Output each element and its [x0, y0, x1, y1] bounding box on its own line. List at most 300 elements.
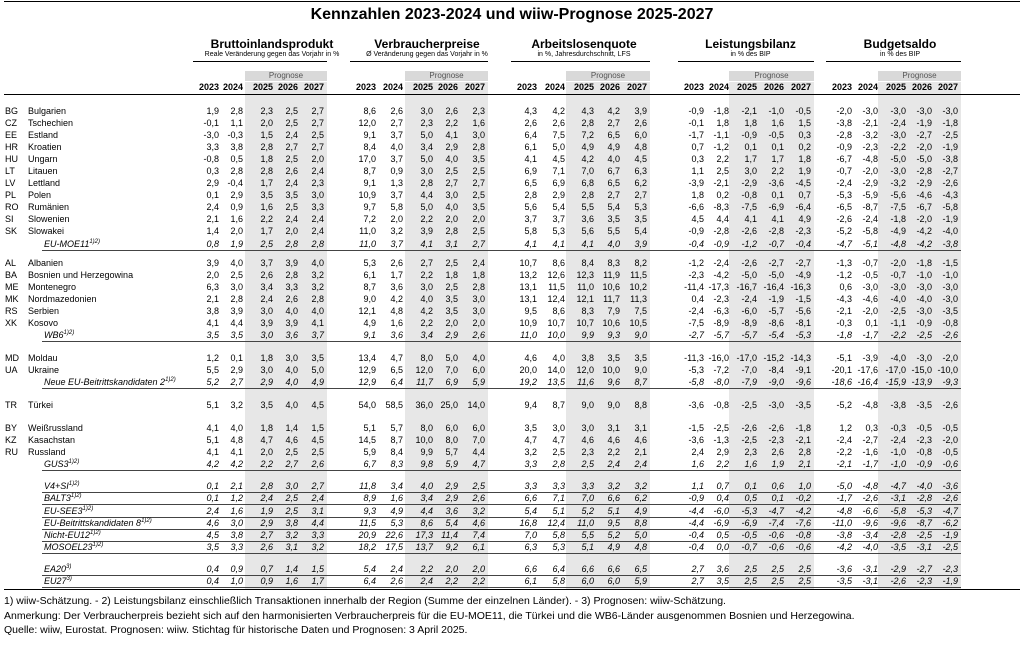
value-cell: 2,7 — [311, 142, 324, 152]
value-cell: 2,2 — [445, 576, 458, 586]
value-cell: 4,5 — [634, 154, 647, 164]
year-header: 2026 — [911, 82, 932, 92]
prognose-label: Prognose — [245, 71, 327, 81]
value-cell: 2,4 — [420, 576, 433, 586]
value-cell: 4,0 — [285, 377, 298, 387]
value-cell: 4,0 — [552, 353, 565, 363]
value-cell: 3,5 — [260, 400, 273, 410]
value-cell: -2,9 — [916, 178, 932, 188]
value-cell: 3,5 — [607, 353, 620, 363]
row-name: Moldau — [28, 353, 58, 363]
row-name: EU-Beitrittskandidaten $8^{1)2)}$ — [44, 518, 152, 528]
value-cell: 4,1 — [524, 154, 537, 164]
value-cell: 2,9 — [716, 447, 729, 457]
footnote-ref: 1)2) — [92, 542, 104, 548]
row-name: Nicht-$EU12^{1)2)}$ — [44, 530, 101, 540]
value-cell: -1,9 — [942, 142, 958, 152]
value-cell: 0,3 — [206, 166, 219, 176]
value-cell: 0,5 — [230, 154, 243, 164]
value-cell: 2,8 — [260, 166, 273, 176]
value-cell: 3,6 — [716, 564, 729, 574]
value-cell: 6,2 — [634, 493, 647, 503]
value-cell: 9,1 — [363, 178, 376, 188]
value-cell: 36,0 — [415, 400, 433, 410]
value-cell: 1,3 — [390, 178, 403, 188]
value-cell: 9,4 — [524, 400, 537, 410]
value-cell: -8,0 — [713, 377, 729, 387]
value-cell: 2,6 — [634, 118, 647, 128]
value-cell: -3,5 — [795, 400, 811, 410]
value-cell: -2,7 — [768, 258, 784, 268]
country-code: TR — [5, 400, 17, 410]
value-cell: 2,8 — [581, 118, 594, 128]
value-cell: 6,4 — [524, 130, 537, 140]
value-cell: -3,1 — [862, 564, 878, 574]
value-cell: 1,1 — [691, 481, 704, 491]
value-cell: 2,8 — [260, 142, 273, 152]
value-cell: -2,0 — [942, 435, 958, 445]
value-cell: 1,8 — [716, 118, 729, 128]
country-row — [0, 305, 1024, 317]
value-cell: 3,5 — [285, 190, 298, 200]
value-cell: -5,0 — [768, 270, 784, 280]
value-cell: 2,7 — [472, 239, 485, 249]
value-cell: -3,0 — [890, 106, 906, 116]
value-cell: 4,0 — [230, 423, 243, 433]
value-cell: 2,0 — [472, 318, 485, 328]
value-cell: 4,0 — [285, 306, 298, 316]
value-cell: 10,0 — [602, 365, 620, 375]
country-code: RS — [5, 306, 18, 316]
value-cell: -4,2 — [713, 270, 729, 280]
value-cell: 3,7 — [390, 130, 403, 140]
value-cell: 3,5 — [445, 306, 458, 316]
row-name: Bosnien und Herzegowina — [28, 270, 134, 280]
value-cell: -0,8 — [942, 318, 958, 328]
value-cell: -1,9 — [916, 118, 932, 128]
value-cell: 7,2 — [581, 130, 594, 140]
value-cell: 2,5 — [716, 166, 729, 176]
value-cell: -3,8 — [942, 239, 958, 249]
value-cell: 2,2 — [260, 459, 273, 469]
country-code: RO — [5, 202, 19, 212]
value-cell: 4,9 — [390, 506, 403, 516]
value-cell: -3,9 — [862, 353, 878, 363]
country-row — [0, 129, 1024, 141]
value-cell: 3,5 — [445, 294, 458, 304]
value-cell: 11,7 — [416, 377, 433, 387]
value-cell: 6,3 — [206, 282, 219, 292]
year-header: 2025 — [412, 82, 433, 92]
prognose-label: Prognose — [405, 71, 488, 81]
row-name: $EU-SEE3^{1)2)}$ — [44, 506, 94, 516]
row-name: $MOSOEL23^{1)2)}$ — [44, 542, 104, 552]
value-cell: 3,4 — [390, 481, 403, 491]
footnotes — [4, 594, 855, 638]
value-cell: 3,0 — [472, 130, 485, 140]
value-cell: 13,2 — [519, 270, 537, 280]
value-cell: 3,7 — [311, 330, 324, 340]
value-cell: 4,9 — [798, 214, 811, 224]
value-cell: -2,1 — [713, 178, 729, 188]
value-cell: 6,0 — [472, 423, 485, 433]
value-cell: 3,4 — [420, 330, 433, 340]
country-row — [0, 165, 1024, 177]
value-cell: 3,2 — [311, 270, 324, 280]
value-cell: 3,8 — [230, 142, 243, 152]
value-cell: -9,3 — [942, 377, 958, 387]
row-name: Neue EU-Beitrittskandidaten $2^{1)2)}$ — [44, 377, 176, 387]
value-cell: 12,9 — [358, 365, 376, 375]
value-cell: 1,7 — [390, 270, 403, 280]
group-subtitle: in %, Jahresdurchschnitt, LFS — [537, 51, 631, 58]
value-cell: 4,4 — [230, 318, 243, 328]
value-cell: 0,1 — [771, 190, 784, 200]
value-cell: 2,6 — [390, 106, 403, 116]
value-cell: 4,6 — [472, 518, 485, 528]
value-cell: -3,1 — [862, 576, 878, 586]
value-cell: 4,0 — [390, 142, 403, 152]
value-cell: -5,8 — [862, 226, 878, 236]
value-cell: 1,2 — [230, 493, 243, 503]
value-cell: 9,8 — [420, 459, 433, 469]
value-cell: -15,9 — [885, 377, 906, 387]
value-cell: 4,5 — [311, 400, 324, 410]
value-cell: -2,4 — [688, 306, 704, 316]
value-cell: 2,5 — [285, 118, 298, 128]
value-cell: -3,9 — [688, 178, 704, 188]
value-cell: -4,7 — [942, 506, 958, 516]
value-cell: 9,3 — [363, 506, 376, 516]
value-cell: -15,2 — [763, 353, 784, 363]
value-cell: 3,0 — [744, 166, 757, 176]
value-cell: -2,7 — [942, 166, 958, 176]
value-cell: 6,9 — [524, 166, 537, 176]
value-cell: 4,1 — [552, 239, 565, 249]
value-cell: -2,2 — [890, 142, 906, 152]
value-cell: 8,4 — [363, 142, 376, 152]
value-cell: -1,1 — [713, 130, 729, 140]
value-cell: -2,9 — [890, 564, 906, 574]
value-cell: 2,7 — [230, 377, 243, 387]
value-cell: -4,0 — [916, 481, 932, 491]
value-cell: 9,0 — [363, 294, 376, 304]
value-cell: -5,1 — [836, 353, 852, 363]
value-cell: 3,4 — [420, 142, 433, 152]
value-cell: -2,1 — [836, 459, 852, 469]
value-cell: 10,9 — [358, 190, 376, 200]
value-cell: 0,1 — [865, 318, 878, 328]
value-cell: -3,0 — [916, 306, 932, 316]
value-cell: 12,1 — [358, 306, 376, 316]
value-cell: -5,3 — [741, 506, 757, 516]
value-cell: -2,6 — [942, 400, 958, 410]
value-cell: 1,8 — [691, 190, 704, 200]
aggregate-row — [0, 505, 1024, 517]
value-cell: -2,6 — [741, 258, 757, 268]
value-cell: 5,3 — [552, 542, 565, 552]
country-row — [0, 293, 1024, 305]
value-cell: 3,6 — [445, 506, 458, 516]
value-cell: -2,6 — [741, 226, 757, 236]
value-cell: -1,9 — [942, 530, 958, 540]
value-cell: -0,5 — [862, 270, 878, 280]
value-cell: -4,0 — [862, 542, 878, 552]
value-cell: -7,4 — [768, 518, 784, 528]
value-cell: 8,7 — [634, 377, 647, 387]
value-cell: -4,8 — [862, 154, 878, 164]
group-title: Leistungsbilanz — [705, 37, 796, 51]
value-cell: -0,4 — [688, 530, 704, 540]
value-cell: 2,4 — [206, 506, 219, 516]
aggregate-row — [0, 458, 1024, 470]
value-cell: 2,5 — [472, 166, 485, 176]
value-cell: -5,7 — [768, 306, 784, 316]
value-cell: 12,3 — [576, 270, 594, 280]
value-cell: 1,6 — [260, 202, 273, 212]
value-cell: 6,3 — [634, 166, 647, 176]
value-cell: -8,6 — [768, 318, 784, 328]
value-cell: -0,4 — [688, 239, 704, 249]
value-cell: 2,9 — [445, 493, 458, 503]
value-cell: 3,0 — [230, 282, 243, 292]
value-cell: 3,0 — [420, 282, 433, 292]
value-cell: -3,8 — [836, 530, 852, 540]
value-cell: 16,8 — [519, 518, 537, 528]
page-title: Kennzahlen 2023-2024 und wiiw-Prognose 2025-2027 — [310, 6, 714, 23]
value-cell: -6,0 — [713, 506, 729, 516]
group-title: Arbeitslosenquote — [531, 37, 637, 51]
value-cell: 8,4 — [390, 447, 403, 457]
value-cell: -1,5 — [942, 258, 958, 268]
value-cell: -2,6 — [836, 214, 852, 224]
value-cell: 2,8 — [524, 190, 537, 200]
value-cell: 1,6 — [285, 576, 298, 586]
value-cell: -6,5 — [836, 202, 852, 212]
value-cell: 12,0 — [358, 118, 376, 128]
value-cell: 9,0 — [581, 400, 594, 410]
value-cell: -1,9 — [942, 214, 958, 224]
year-header: 2027 — [937, 82, 958, 92]
value-cell: -4,0 — [942, 226, 958, 236]
value-cell: 2,7 — [390, 118, 403, 128]
value-cell: -2,8 — [768, 226, 784, 236]
country-code: AL — [5, 258, 17, 268]
value-cell: 3,0 — [552, 423, 565, 433]
value-cell: 3,0 — [285, 353, 298, 363]
value-cell: 3,3 — [206, 142, 219, 152]
value-cell: 10,7 — [519, 258, 537, 268]
prognose-label: Prognose — [566, 71, 650, 81]
value-cell: 3,6 — [390, 330, 403, 340]
value-cell: 3,9 — [230, 306, 243, 316]
country-row — [0, 153, 1024, 165]
value-cell: 5,8 — [524, 226, 537, 236]
value-cell: -3,0 — [916, 282, 932, 292]
value-cell: -5,9 — [862, 190, 878, 200]
row-name: $WB6^{1)2)}$ — [44, 330, 75, 340]
value-cell: -17,6 — [857, 365, 878, 375]
year-header: 2026 — [277, 82, 298, 92]
value-cell: 6,5 — [607, 178, 620, 188]
value-cell: -2,4 — [836, 435, 852, 445]
value-cell: 2,3 — [581, 447, 594, 457]
aggregate-row — [0, 376, 1024, 388]
aggregate-underline — [42, 587, 961, 588]
value-cell: 3,6 — [581, 214, 594, 224]
value-cell: -5,1 — [862, 239, 878, 249]
value-cell: -1,0 — [890, 447, 906, 457]
value-cell: 5,4 — [363, 564, 376, 574]
value-cell: -6,6 — [862, 506, 878, 516]
value-cell: -17,0 — [885, 365, 906, 375]
value-cell: 2,5 — [285, 447, 298, 457]
value-cell: -4,3 — [942, 190, 958, 200]
value-cell: 2,1 — [230, 481, 243, 491]
value-cell: 2,5 — [771, 576, 784, 586]
value-cell: -3,0 — [203, 130, 219, 140]
value-cell: 4,6 — [581, 435, 594, 445]
group-header — [683, 37, 818, 59]
value-cell: 2,5 — [472, 190, 485, 200]
value-cell: -0,8 — [741, 190, 757, 200]
value-cell: -5,6 — [890, 190, 906, 200]
value-cell: 11,0 — [359, 239, 376, 249]
country-row — [0, 117, 1024, 129]
value-cell: 0,7 — [798, 190, 811, 200]
value-cell: 9,7 — [363, 202, 376, 212]
value-cell: -2,9 — [862, 178, 878, 188]
value-cell: -1,7 — [862, 330, 878, 340]
value-cell: -5,0 — [890, 154, 906, 164]
value-cell: 1,8 — [260, 423, 273, 433]
value-cell: -5,3 — [688, 365, 704, 375]
value-cell: 3,3 — [311, 530, 324, 540]
group-rule — [193, 61, 327, 62]
value-cell: 9,0 — [607, 400, 620, 410]
value-cell: 2,9 — [445, 330, 458, 340]
value-cell: 13,5 — [547, 377, 565, 387]
value-cell: 3,7 — [390, 154, 403, 164]
value-cell: -0,8 — [713, 400, 729, 410]
year-header: 2026 — [437, 82, 458, 92]
value-cell: 3,2 — [230, 400, 243, 410]
value-cell: 9,1 — [363, 330, 376, 340]
value-cell: 6,1 — [472, 542, 485, 552]
value-cell: 1,5 — [260, 130, 273, 140]
value-cell: -3,0 — [942, 294, 958, 304]
value-cell: -3,0 — [890, 282, 906, 292]
value-cell: -8,9 — [713, 318, 729, 328]
value-cell: -1,8 — [916, 258, 932, 268]
aggregate-row — [0, 541, 1024, 553]
value-cell: 3,0 — [445, 190, 458, 200]
row-name: Weißrussland — [28, 423, 83, 433]
value-cell: 11,8 — [359, 481, 376, 491]
value-cell: 5,4 — [524, 506, 537, 516]
country-code: BG — [5, 106, 19, 116]
country-code: RU — [5, 447, 18, 457]
value-cell: 4,9 — [311, 377, 324, 387]
value-cell: -1,7 — [688, 130, 704, 140]
row-name: EA20$^{3)}$ — [44, 564, 72, 574]
value-cell: 2,8 — [552, 459, 565, 469]
value-cell: -3,0 — [942, 282, 958, 292]
value-cell: 2,3 — [420, 118, 433, 128]
value-cell: 1,8 — [445, 270, 458, 280]
value-cell: 3,1 — [311, 506, 324, 516]
value-cell: 5,3 — [634, 202, 647, 212]
value-cell: -20,1 — [831, 365, 852, 375]
value-cell: 1,6 — [390, 493, 403, 503]
value-cell: 1,6 — [390, 318, 403, 328]
value-cell: 1,1 — [230, 118, 243, 128]
value-cell: 4,9 — [581, 142, 594, 152]
value-cell: 3,9 — [634, 106, 647, 116]
value-cell: 1,9 — [798, 166, 811, 176]
value-cell: -2,6 — [942, 178, 958, 188]
value-cell: 2,5 — [472, 226, 485, 236]
value-cell: 58,5 — [385, 400, 403, 410]
country-code: HU — [5, 154, 18, 164]
value-cell: 7,0 — [581, 166, 594, 176]
value-cell: 6,6 — [524, 493, 537, 503]
value-cell: 1,7 — [771, 154, 784, 164]
aggregate-row — [0, 492, 1024, 504]
value-cell: -0,7 — [890, 270, 906, 280]
value-cell: 2,9 — [230, 190, 243, 200]
value-cell: -3,0 — [862, 106, 878, 116]
value-cell: 0,1 — [744, 481, 757, 491]
value-cell: -17,0 — [736, 353, 757, 363]
aggregate-underline — [42, 470, 961, 471]
value-cell: 3,5 — [206, 330, 219, 340]
country-code: MK — [5, 294, 19, 304]
value-cell: -5,0 — [741, 270, 757, 280]
value-cell: 11,0 — [577, 518, 594, 528]
country-code: KZ — [5, 435, 17, 445]
value-cell: -0,9 — [713, 239, 729, 249]
aggregate-row — [0, 238, 1024, 250]
value-cell: 25,0 — [440, 400, 458, 410]
value-cell: 4,5 — [691, 214, 704, 224]
value-cell: 1,4 — [285, 423, 298, 433]
value-cell: 8,0 — [445, 435, 458, 445]
value-cell: 11,5 — [630, 270, 647, 280]
value-cell: -6,3 — [713, 306, 729, 316]
row-name: Serbien — [28, 306, 60, 316]
value-cell: 2,6 — [445, 106, 458, 116]
value-cell: 2,8 — [260, 481, 273, 491]
top-rule — [4, 1, 1020, 2]
value-cell: 2,7 — [607, 190, 620, 200]
value-cell: 3,3 — [311, 202, 324, 212]
value-cell: -0,8 — [795, 530, 811, 540]
value-cell: 2,5 — [798, 564, 811, 574]
value-cell: 4,6 — [206, 518, 219, 528]
value-cell: 4,8 — [634, 142, 647, 152]
value-cell: 2,5 — [445, 282, 458, 292]
value-cell: -10,0 — [937, 365, 958, 375]
value-cell: -0,4 — [795, 239, 811, 249]
value-cell: -0,7 — [836, 166, 852, 176]
value-cell: -3,5 — [836, 576, 852, 586]
aggregate-row — [0, 329, 1024, 341]
value-cell: 0,1 — [206, 493, 219, 503]
value-cell: 4,0 — [285, 400, 298, 410]
value-cell: 2,4 — [472, 258, 485, 268]
aggregate-row — [0, 575, 1024, 587]
